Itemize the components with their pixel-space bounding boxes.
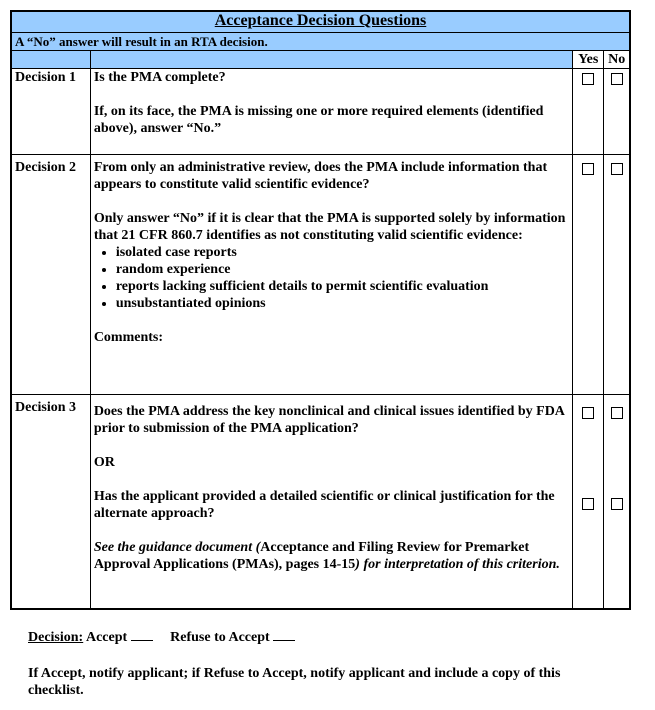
decision-2-row (11, 155, 630, 395)
guidance-doc-title: Acceptance and Filing Review for Premarket Approval Applications (PMAs), pages 14-15 (93, 540, 530, 572)
decision-3-label: Decision 3 (11, 395, 90, 609)
decision-3-content (90, 395, 572, 609)
accept-option: Accept (85, 630, 128, 645)
table-title: Acceptance Decision Questions (214, 12, 427, 29)
list-item: • isolated case reports (116, 244, 569, 261)
decision-1-label: Decision 1 (11, 69, 90, 155)
list-item: • random experience (116, 261, 569, 278)
accept-blank[interactable] (131, 630, 153, 641)
list-item: • unsubstantiated opinions (116, 295, 569, 312)
refuse-blank[interactable] (273, 630, 295, 641)
acceptance-table (10, 10, 631, 610)
decision-2-no-checkbox[interactable] (611, 163, 623, 175)
decision-3-row (11, 395, 630, 609)
decision-3-question-1: Does the PMA address the key nonclinical and clinical issues identified by FDA prior to submission of the PMA application? (93, 404, 565, 436)
decision-3-or: OR (93, 455, 115, 470)
refuse-option: Refuse to Accept (170, 630, 270, 645)
decision-1-row (11, 69, 630, 155)
no-header: No (604, 51, 630, 69)
decision-3b-no-checkbox[interactable] (611, 498, 623, 510)
decision-3-guidance-note (94, 539, 569, 573)
decision-3a-no-checkbox[interactable] (611, 407, 623, 419)
decision-3a-yes-checkbox[interactable] (582, 407, 594, 419)
decision-2-detail: Only answer “No” if it is clear that the PMA is supported solely by information that 21 CFR 860.7 identifies as not constituting valid scientific evidence: (93, 211, 566, 243)
decision-label: Decision: (28, 630, 84, 645)
decision-1-detail: If, on its face, the PMA is missing one or more required elements (identified above), answer “No.” (93, 104, 544, 136)
guidance-prefix: See the guidance document ( (93, 540, 261, 555)
rta-note: A “No” answer will result in an RTA decision. (11, 33, 630, 51)
decision-1-content (90, 69, 572, 155)
decision-3b-yes-checkbox[interactable] (582, 498, 594, 510)
table-title-cell (11, 11, 630, 33)
guidance-suffix: ) for interpretation of this criterion. (355, 557, 560, 572)
decision-2-yes-checkbox[interactable] (582, 163, 594, 175)
evidence-list (94, 244, 569, 312)
decision-3-question-2: Has the applicant provided a detailed scientific or clinical justification for the alternate approach? (93, 489, 555, 521)
decision-1-no-checkbox[interactable] (611, 73, 623, 85)
decision-1-yes-checkbox[interactable] (582, 73, 594, 85)
decision-2-question: From only an administrative review, does the PMA include information that appears to constitute valid scientific evidence? (93, 160, 548, 192)
decision-2-label: Decision 2 (11, 155, 90, 395)
footer-instruction: If Accept, notify applicant; if Refuse to Accept, notify applicant and include a copy of this checklist. (28, 666, 561, 698)
decision-1-question: Is the PMA complete? (93, 70, 226, 85)
yes-header: Yes (573, 51, 604, 69)
list-item: • reports lacking sufficient details to permit scientific evaluation (116, 278, 569, 295)
decision-2-comments: Comments: (93, 330, 164, 345)
decision-2-content (90, 155, 572, 395)
decision-line (28, 630, 295, 646)
